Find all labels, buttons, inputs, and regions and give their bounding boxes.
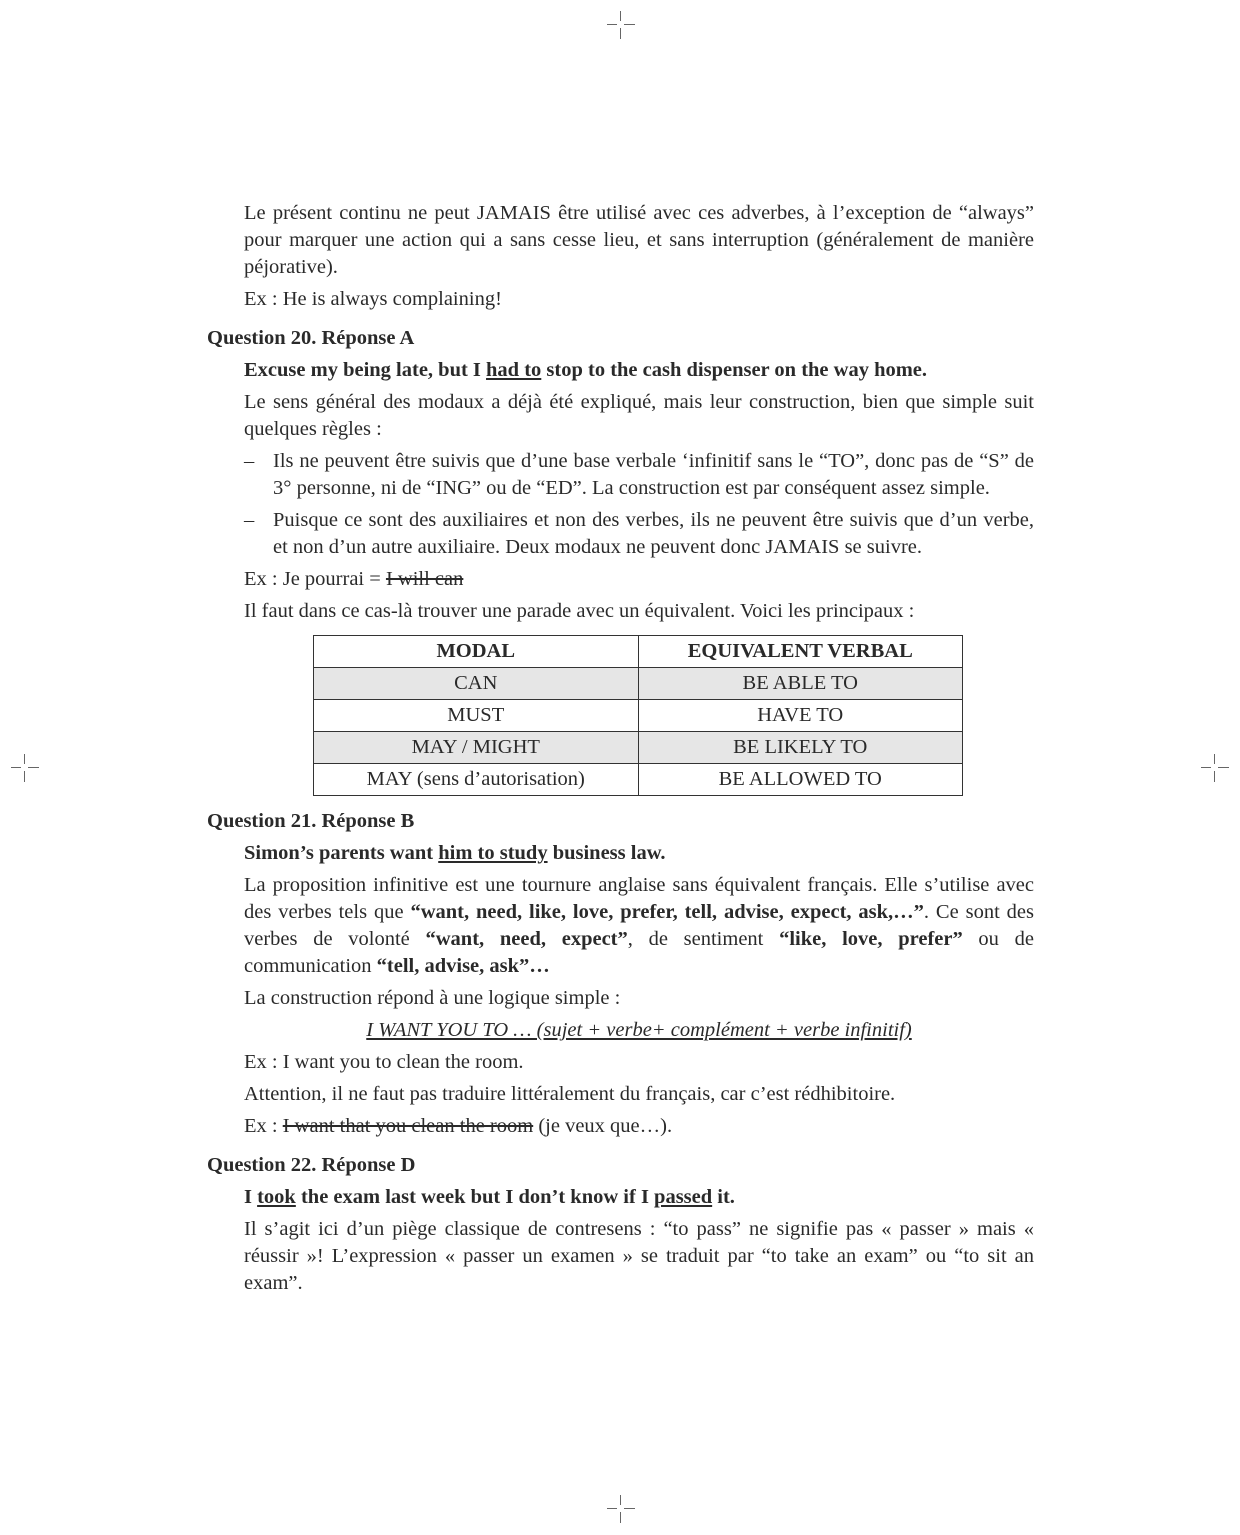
question-21-warning: Attention, il ne faut pas traduire littéralement du français, car c’est rédhibitoire. [244,1083,896,1105]
table-cell: CAN [314,668,639,700]
page-content [207,200,1034,1302]
crop-mark-bottom [607,1495,635,1523]
crop-mark-left [11,754,39,782]
crop-mark-top [607,11,635,39]
modal-equivalents-table [313,635,963,796]
list-item: – Ils ne peuvent être suivis que d’une base verbale ‘infinitif sans le “TO”, donc pas de “S” de 3° personne, ni de “ING” ou de “ED”. La construction est par conséquent assez simple. [244,448,1034,502]
table-cell: HAVE TO [638,700,963,732]
table-cell: BE ALLOWED TO [638,764,963,796]
question-21-construction: La construction répond à une logique simple : [244,987,621,1009]
struck-text: I will can [385,568,464,590]
struck-text: I want that you clean the room [282,1115,534,1137]
answer-underline: passed [654,1186,713,1208]
question-22-body [244,1184,1034,1297]
question-21-example-1: Ex : I want you to clean the room. [244,1051,524,1073]
table-cell: MUST [314,700,639,732]
question-21-example-2: Ex : I want that you clean the room (je veux que…). [244,1115,673,1137]
table-header: MODAL [314,636,639,668]
list-item: – Puisque ce sont des auxiliaires et non des verbes, ils ne peuvent être suivis que d’un verbe, et non d’un autre auxiliaire. Deux modaux ne peuvent donc JAMAIS se suivre. [244,507,1034,561]
table-header: EQUIVALENT VERBAL [638,636,963,668]
construction-formula: I WANT YOU TO … (sujet + verbe+ complément + verbe infinitif) [366,1019,912,1041]
question-22-paragraph: Il s’agit ici d’un piège classique de contresens : “to pass” ne signifie pas « passer » mais « réussir »! L’expression « passer un examen » se traduit par “to take an exam” ou “to sit an exam”. [244,1218,1034,1294]
question-20-body [244,357,1034,443]
intro-example: Ex : He is always complaining! [244,288,502,310]
table-header-row [314,636,963,668]
question-22-sentence: I took the exam last week but I don’t know if I passed it. [244,1186,735,1208]
answer-underline: him to study [438,842,548,864]
question-20-example: Ex : Je pourrai = I will can [244,568,464,590]
question-21-sentence: Simon’s parents want him to study business law. [244,842,666,864]
question-21-heading: Question 21. Réponse B [207,810,415,832]
table-cell: MAY (sens d’autorisation) [314,764,639,796]
table-row [314,764,963,796]
table-cell: BE ABLE TO [638,668,963,700]
question-20-sentence: Excuse my being late, but I had to stop to the cash dispenser on the way home. [244,359,928,381]
table-row [314,668,963,700]
rules-list [244,448,1034,561]
intro-section [244,200,1034,313]
answer-underline: took [257,1186,296,1208]
crop-mark-right [1201,754,1229,782]
question-21-body [244,840,1034,1140]
table-cell: MAY / MIGHT [314,732,639,764]
table-row [314,732,963,764]
question-20-paragraph: Le sens général des modaux a déjà été expliqué, mais leur construction, bien que simple suit quelques règles : [244,391,1034,440]
table-cell: BE LIKELY TO [638,732,963,764]
answer-underline: had to [486,359,542,381]
question-21-paragraph: La proposition infinitive est une tournure anglaise sans équivalent français. Elle s’utilise avec des verbes tels que “want, need, like, love, prefer, tell, advise, expect, ask,…”. Ce sont des verbes de volonté “want, need, expect”, de sentiment “like, love, prefer” ou de communication “tell, advise, ask”… [244,874,1034,977]
question-22-heading: Question 22. Réponse D [207,1154,416,1176]
question-20-heading: Question 20. Réponse A [207,327,415,349]
intro-paragraph: Le présent continu ne peut JAMAIS être utilisé avec ces adverbes, à l’exception de “always” pour marquer une action qui a sans cesse lieu, et sans interruption (généralement de manière péjorative). [244,202,1034,278]
question-20-transition: Il faut dans ce cas-là trouver une parade avec un équivalent. Voici les principaux : [244,600,915,622]
table-row [314,700,963,732]
